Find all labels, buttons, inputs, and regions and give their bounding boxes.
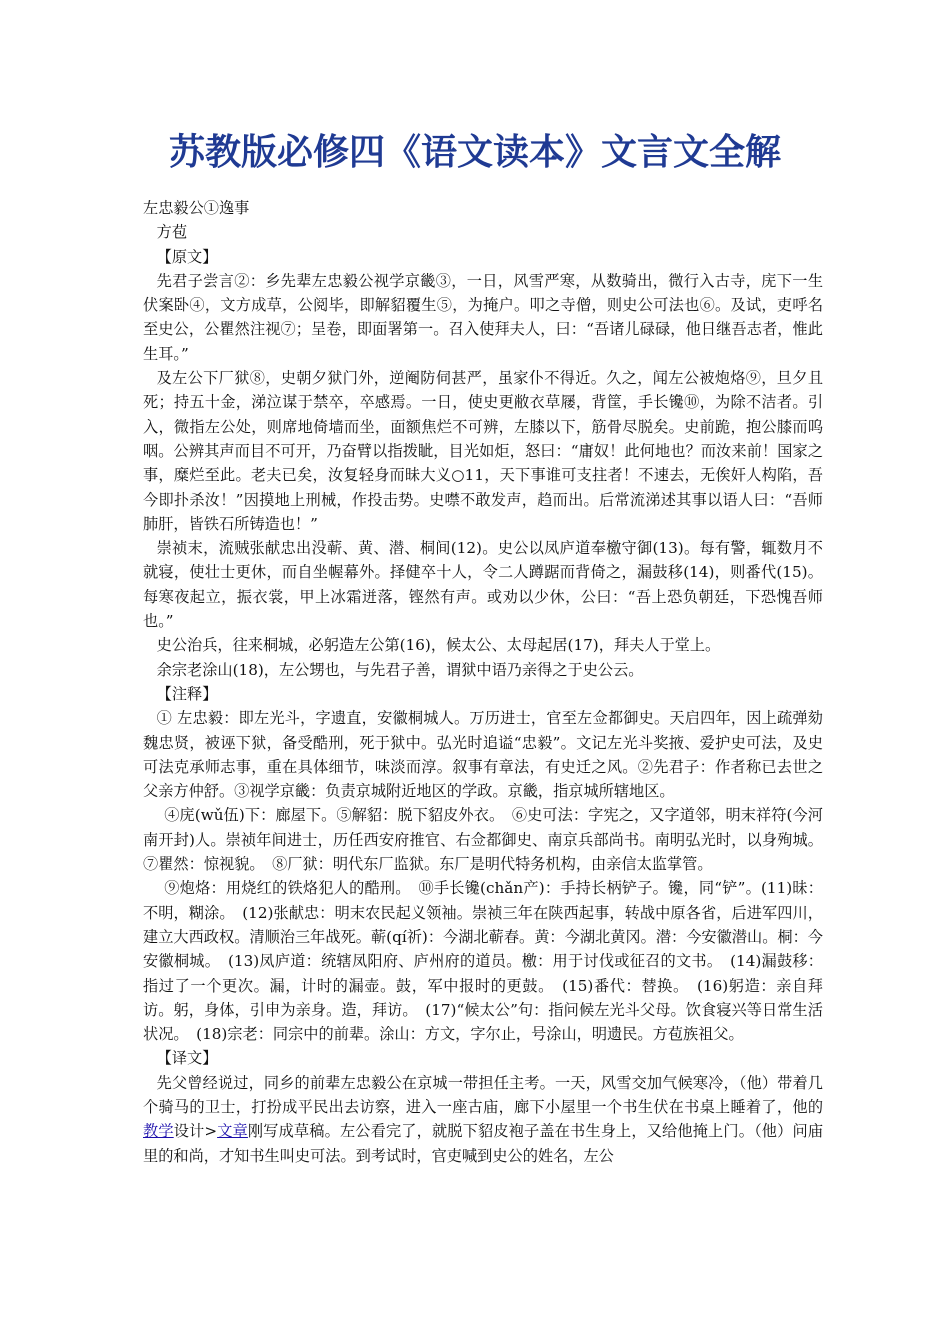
article-author: 方苞 bbox=[156, 223, 188, 242]
section-heading-notes: 【注释】 bbox=[156, 684, 218, 703]
translation-paragraph bbox=[143, 1071, 823, 1168]
document-title: 苏教版必修四《语文读本》文言文全解 bbox=[168, 131, 781, 173]
original-paragraph: 崇祯末，流贼张献忠出没蕲、黄、潜、桐间(12)。史公以凤庐道奉檄守御(13)。每有警，辄数月不就寝，使壮士更休，而自坐幄幕外。择健卒十人，令二人蹲踞而背倚之，漏鼓移(14)，则番代(15)。每寒夜起立，振衣裳，甲上冰霜迸落，铿然有声。或劝以少休，公曰：“吾上恐负朝廷，下恐愧吾师也。” bbox=[143, 539, 823, 631]
section-heading-translation: 【译文】 bbox=[156, 1049, 218, 1068]
translation-text: 设计> bbox=[173, 1122, 218, 1141]
notes-paragraph: ⑨炮烙：用烧红的铁烙犯人的酷刑。 ⑩手长镵(chǎn产)：手持长柄铲子。镵，同“铲”。(11)昧：不明，糊涂。 (12)张献忠：明末农民起义领袖。崇祯三年在陕西起事，转战中原各省，后进军四川，建立大西政权。清顺治三年战死。蕲(qí祈)：今湖北蕲春。黄：今湖北黄冈。潜：今安徽潜山。桐：今安徽桐城。 (13)凤庐道：统辖凤阳府、庐州府的道员。檄：用于讨伐或征召的文书。 (14)漏鼓移：指过了一个更次。漏，计时的漏壶。鼓，军中报时的更鼓。 (15)番代：替换。 (16)躬造：亲自拜访。躬，身体，引申为亲身。造，拜访。 (17)“候太公”句：指问候左光斗父母。饮食寝兴等日常生活状况。 (18)宗老：同宗中的前辈。涂山：方文，字尔止，号涂山，明遗民。方苞族祖父。 bbox=[143, 879, 823, 1044]
article-title: 左忠毅公①逸事 bbox=[143, 199, 250, 217]
original-paragraph: 及左公下厂狱⑧，史朝夕狱门外，逆阉防伺甚严，虽家仆不得近。久之，闻左公被炮烙⑨，旦夕且死；持五十金，涕泣谋于禁卒，卒感焉。一日，使史更敝衣草屦，背筐，手长镵⑩，为除不洁者。引入，微指左公处，则席地倚墙而坐，面额焦烂不可辨，左膝以下，筋骨尽脱矣。史前跪，抱公膝而呜咽。公辨其声而目不可开，乃奋臂以指拨眦，目光如炬，怒曰：“庸奴！此何地也？而汝来前！国家之事，糜烂至此。老夫已矣，汝复轻身而昧大义○11，天下事谁可支拄者！不速去，无俟奸人构陷，吾今即扑杀汝！”因摸地上刑械，作投击势。史噤不敢发声，趋而出。后常流涕述其事以语人曰：“吾师肺肝，皆铁石所铸造也！” bbox=[143, 369, 823, 533]
translation-text: 先父曾经说过，同乡的前辈左忠毅公在京城一带担任主考。一天，风雪交加气候寒冷，（他）带着几个骑马的卫士，打扮成平民出去访察，进入一座古庙，廊下小屋里一个书生伏在书桌上睡着了，他的 bbox=[143, 1073, 823, 1116]
document-body bbox=[143, 196, 823, 1168]
original-paragraph: 余宗老涂山(18)，左公甥也，与先君子善，谓狱中语乃亲得之于史公云。 bbox=[156, 660, 644, 679]
link-wenzhang[interactable]: 文章 bbox=[217, 1122, 248, 1141]
link-jiaoxue[interactable]: 教学 bbox=[143, 1122, 174, 1141]
original-paragraph: 先君子尝言②：乡先辈左忠毅公视学京畿③，一日，风雪严寒，从数骑出，微行入古寺，庑下一生伏案卧④，文方成草，公阅毕，即解貂覆生⑤，为掩户。叩之寺僧，则史公可法也⑥。及试，吏呼名至史公，公瞿然注视⑦；呈卷，即面署第一。召入使拜夫人，曰：“吾诸儿碌碌，他日继吾志者，惟此生耳。” bbox=[143, 271, 823, 363]
translation-text: 刚写成草稿。左公看完了，就脱下貂皮袍子盖在书生身上，又给他掩上门。（他）问庙里的和尚，才知书生叫史可法。到考试时，官吏喊到史公的姓名，左公 bbox=[143, 1122, 824, 1165]
section-heading-original: 【原文】 bbox=[156, 247, 218, 266]
original-paragraph: 史公治兵，往来桐城，必躬造左公第(16)，候太公、太母起居(17)，拜夫人于堂上。 bbox=[156, 636, 721, 655]
notes-paragraph: ① 左忠毅：即左光斗，字遗直，安徽桐城人。万历进士，官至左佥都御史。天启四年，因上疏弹劾魏忠贤，被诬下狱，备受酷刑，死于狱中。弘光时追谥“忠毅”。文记左光斗奖掖、爱护史可法，及史可法克承师志事，重在具体细节，味淡而淳。叙事有章法，有史迁之风。②先君子：作者称已去世之父亲方仲舒。③视学京畿：负责京城附近地区的学政。京畿，指京城所辖地区。 bbox=[143, 709, 823, 801]
notes-paragraph: ④庑(wǔ伍)下：廊屋下。⑤解貂：脱下貂皮外衣。 ⑥史可法：字宪之，又字道邻，明末祥符(今河南开封)人。崇祯年间进士，历任西安府推官、右佥都御史、南京兵部尚书。南明弘光时，以身殉城。⑦瞿然：惊视貌。 ⑧厂狱：明代东厂监狱。东厂是明代特务机构，由亲信太监掌管。 bbox=[143, 806, 823, 874]
